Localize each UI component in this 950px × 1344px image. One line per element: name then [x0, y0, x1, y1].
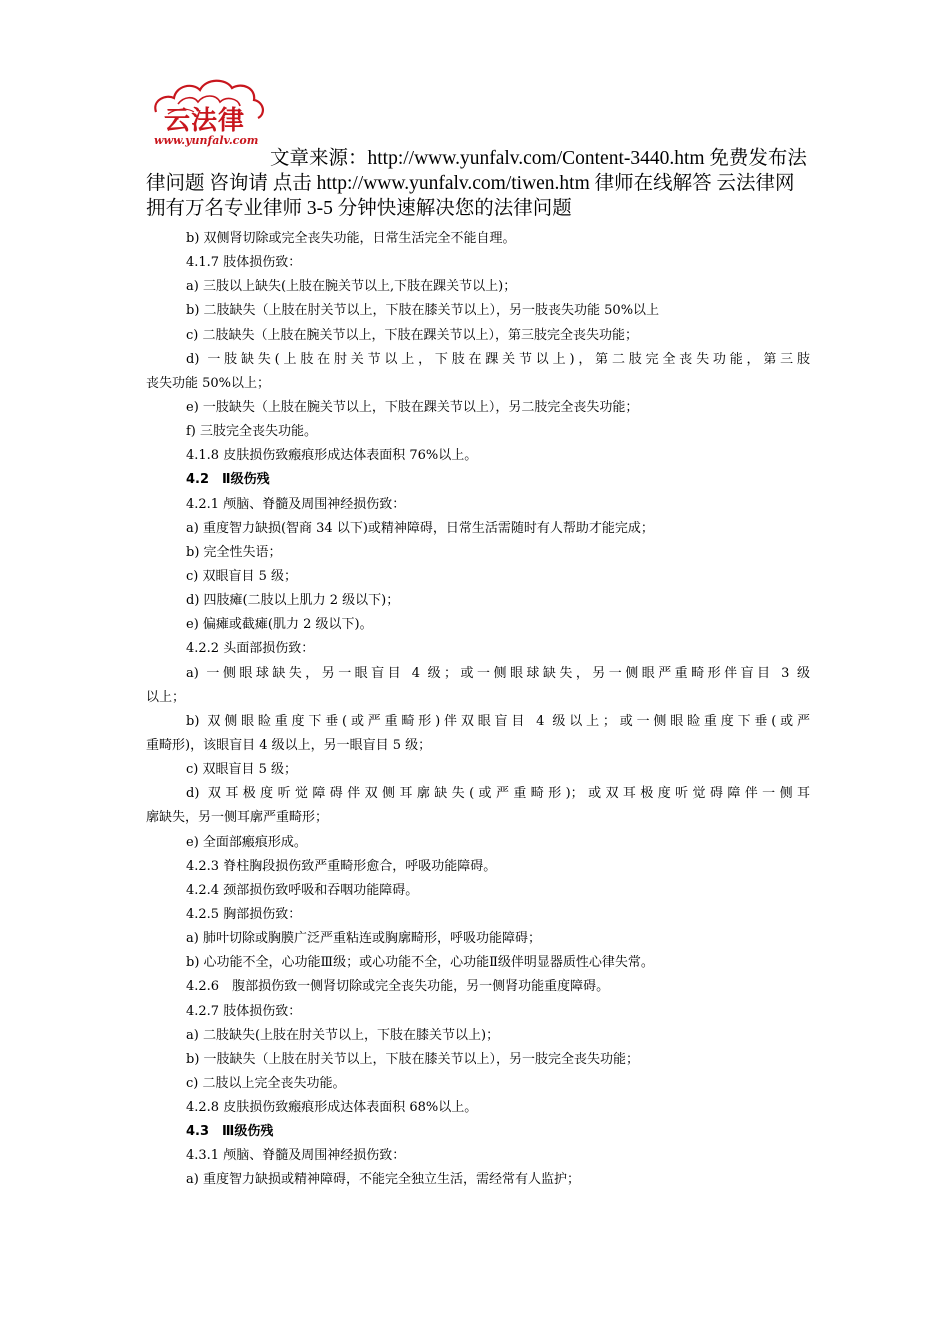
section-heading: 4.2.6 腹部损伤致一侧肾切除或完全丧失功能，另一侧肾功能重度障碍。: [186, 979, 610, 995]
text-line: e) 偏瘫或截瘫(肌力 2 级以下)。: [186, 617, 373, 633]
text-line: b) 一肢缺失（上肢在肘关节以上，下肢在膝关节以上），另一肢完全丧失功能；: [186, 1051, 640, 1067]
document-body: [146, 227, 810, 1193]
yunfalv-logo[interactable]: [148, 74, 274, 152]
section-heading: 4.3.1 颅脑、脊髓及周围神经损伤致：: [186, 1148, 406, 1164]
text-line: a) 重度智力缺损(智商 34 以下)或精神障碍，日常生活需随时有人帮助才能完成；: [186, 520, 654, 536]
text-line: 以上；: [146, 689, 186, 705]
section-heading: 4.1.7 肢体损伤致：: [186, 255, 302, 271]
text-line: 丧失功能 50%以上；: [146, 375, 271, 391]
text-line: a) 二肢缺失(上肢在肘关节以上，下肢在膝关节以上)；: [186, 1027, 500, 1043]
source-notice[interactable]: 文章来源：http://www.yunfalv.com/Content-3440.htm 免费发布法律问题 咨询请 点击 http://www.yunfalv.com/tiwen.htm 律师在线解答 云法律网拥有万名专业律师 3-5 分钟快速解决您的法律问题: [146, 148, 807, 219]
text-line: d) 一肢缺失(上肢在肘关节以上，下肢在踝关节以上)，第二肢完全丧失功能，第三肢: [186, 351, 810, 367]
text-line: 重畸形)，该眼盲目 4 级以上，另一眼盲目 5 级；: [146, 737, 432, 753]
text-line: b) 双侧肾切除或完全丧失功能，日常生活完全不能自理。: [186, 231, 516, 246]
logo-url: www.yunfalv.com: [154, 134, 259, 147]
grade-heading: 4.2 Ⅱ级伤残: [186, 472, 270, 488]
text-line: a) 重度智力缺损或精神障碍，不能完全独立生活，需经常有人监护；: [186, 1172, 580, 1188]
text-line: a) 三肢以上缺失(上肢在腕关节以上,下肢在踝关节以上)；: [186, 279, 517, 295]
text-line: b) 二肢缺失（上肢在肘关节以上，下肢在膝关节以上），另一肢丧失功能 50%以上: [186, 303, 660, 319]
section-heading: 4.2.7 肢体损伤致：: [186, 1003, 302, 1019]
section-heading: 4.2.3 脊柱胸段损伤致严重畸形愈合，呼吸功能障碍。: [186, 858, 497, 874]
text-line: c) 二肢缺失（上肢在腕关节以上，下肢在踝关节以上），第三肢完全丧失功能；: [186, 327, 638, 343]
text-line: c) 二肢以上完全丧失功能。: [186, 1075, 346, 1091]
text-line: b) 完全性失语；: [186, 544, 282, 560]
text-line: b) 双侧眼睑重度下垂(或严重畸形)伴双眼盲目 4 级以上；或一侧眼睑重度下垂(或严: [186, 713, 810, 729]
grade-heading: 4.3 Ⅲ级伤残: [186, 1124, 274, 1140]
text-line: d) 四肢瘫(二肢以上肌力 2 级以下)；: [186, 593, 400, 609]
section-heading: 4.2.8 皮肤损伤致瘢痕形成达体表面积 68%以上。: [186, 1100, 478, 1116]
section-heading: 4.2.1 颅脑、脊髓及周围神经损伤致：: [186, 496, 406, 512]
text-line: c) 双眼盲目 5 级；: [186, 762, 298, 778]
section-heading: 4.2.2 头面部损伤致：: [186, 641, 315, 657]
text-line: d) 双耳极度听觉障碍伴双侧耳廓缺失(或严重畸形)；或双耳极度听觉碍障伴一侧耳: [186, 786, 810, 802]
section-heading: 4.2.4 颈部损伤致呼吸和吞咽功能障碍。: [186, 882, 419, 898]
logo-name: 云法律: [164, 106, 246, 136]
section-heading: 4.2.5 胸部损伤致：: [186, 906, 302, 922]
text-line: f) 三肢完全丧失功能。: [186, 424, 318, 440]
text-line: a) 一侧眼球缺失，另一眼盲目 4 级；或一侧眼球缺失，另一侧眼严重畸形伴盲目 3 级: [186, 665, 810, 681]
text-line: a) 肺叶切除或胸膜广泛严重粘连或胸廓畸形，呼吸功能障碍；: [186, 931, 541, 947]
text-line: c) 双眼盲目 5 级；: [186, 568, 298, 584]
text-line: e) 一肢缺失（上肢在腕关节以上，下肢在踝关节以上），另二肢完全丧失功能；: [186, 399, 639, 415]
text-line: b) 心功能不全，心功能Ⅲ级；或心功能不全，心功能Ⅱ级伴明显器质性心律失常。: [186, 955, 654, 971]
text-line: 廓缺失，另一侧耳廓严重畸形；: [146, 810, 329, 826]
text-line: e) 全面部瘢痕形成。: [186, 834, 307, 850]
section-heading: 4.1.8 皮肤损伤致瘢痕形成达体表面积 76%以上。: [186, 448, 478, 464]
